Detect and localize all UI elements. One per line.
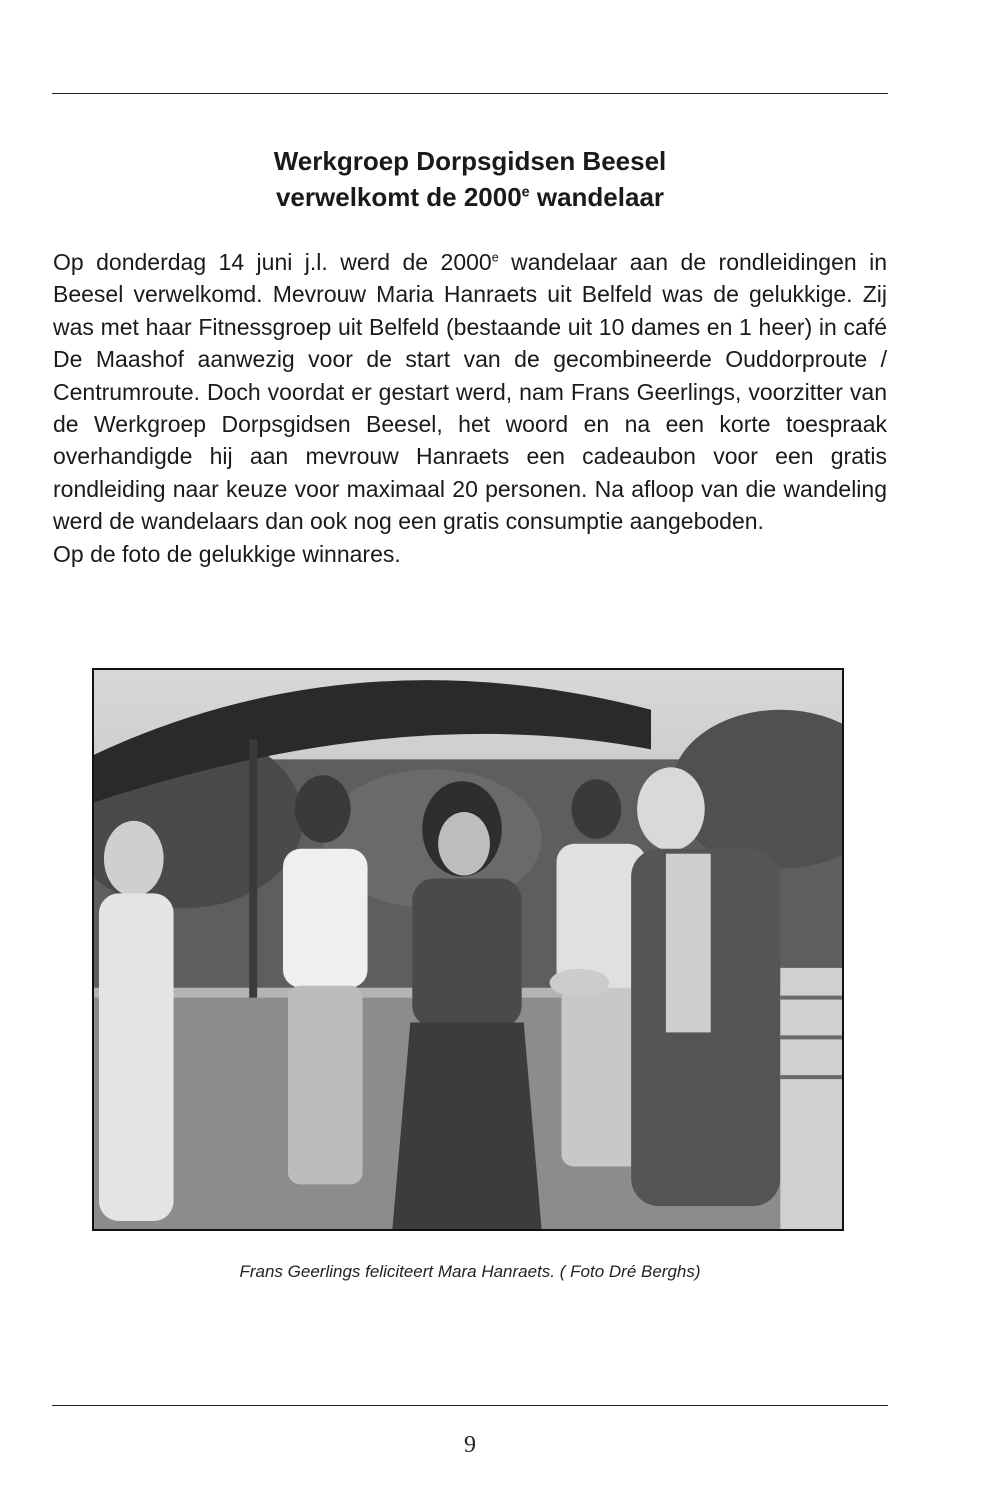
- top-rule: [52, 93, 888, 94]
- article-title: [0, 143, 940, 215]
- page-number: 9: [464, 1432, 476, 1458]
- bottom-rule: [52, 1405, 888, 1406]
- title-line-1: Werkgroep Dorpsgidsen Beesel: [273, 146, 667, 176]
- article-photo: [92, 668, 844, 1231]
- body-closing-line: Op de foto de gelukkige winnares.: [53, 540, 401, 567]
- photo-illustration: [94, 670, 842, 1229]
- body-paragraph: Op donderdag 14 juni j.l. werd de 2000e wandelaar aan de rondleidingen in Beesel verwelkomd. Mevrouw Maria Hanraets uit Belfeld was de gelukkige. Zij was met haar Fitnessgroep uit Belfeld (bestaande uit 10 dames en 1 heer) in café De Maashof aanwezig voor de start van de gecombineerde Ouddorproute / Centrumroute. Doch voordat er gestart werd, nam Frans Geerlings, voorzitter van de Werkgroep Dorpsgidsen Beesel, het woord en na een korte toespraak overhandigde hij aan mevrouw Hanraets een cadeaubon voor een gratis rondleiding naar keuze voor maximaal 20 personen. Na afloop van die wandeling werd de wandelaars dan ook nog een gratis consumptie aangeboden.: [53, 249, 887, 535]
- photo-caption: Frans Geerlings feliciteert Mara Hanraets. ( Foto Dré Berghs): [239, 1262, 701, 1281]
- article-body: [53, 246, 887, 570]
- title-line-2: verwelkomt de 2000e wandelaar: [275, 182, 665, 212]
